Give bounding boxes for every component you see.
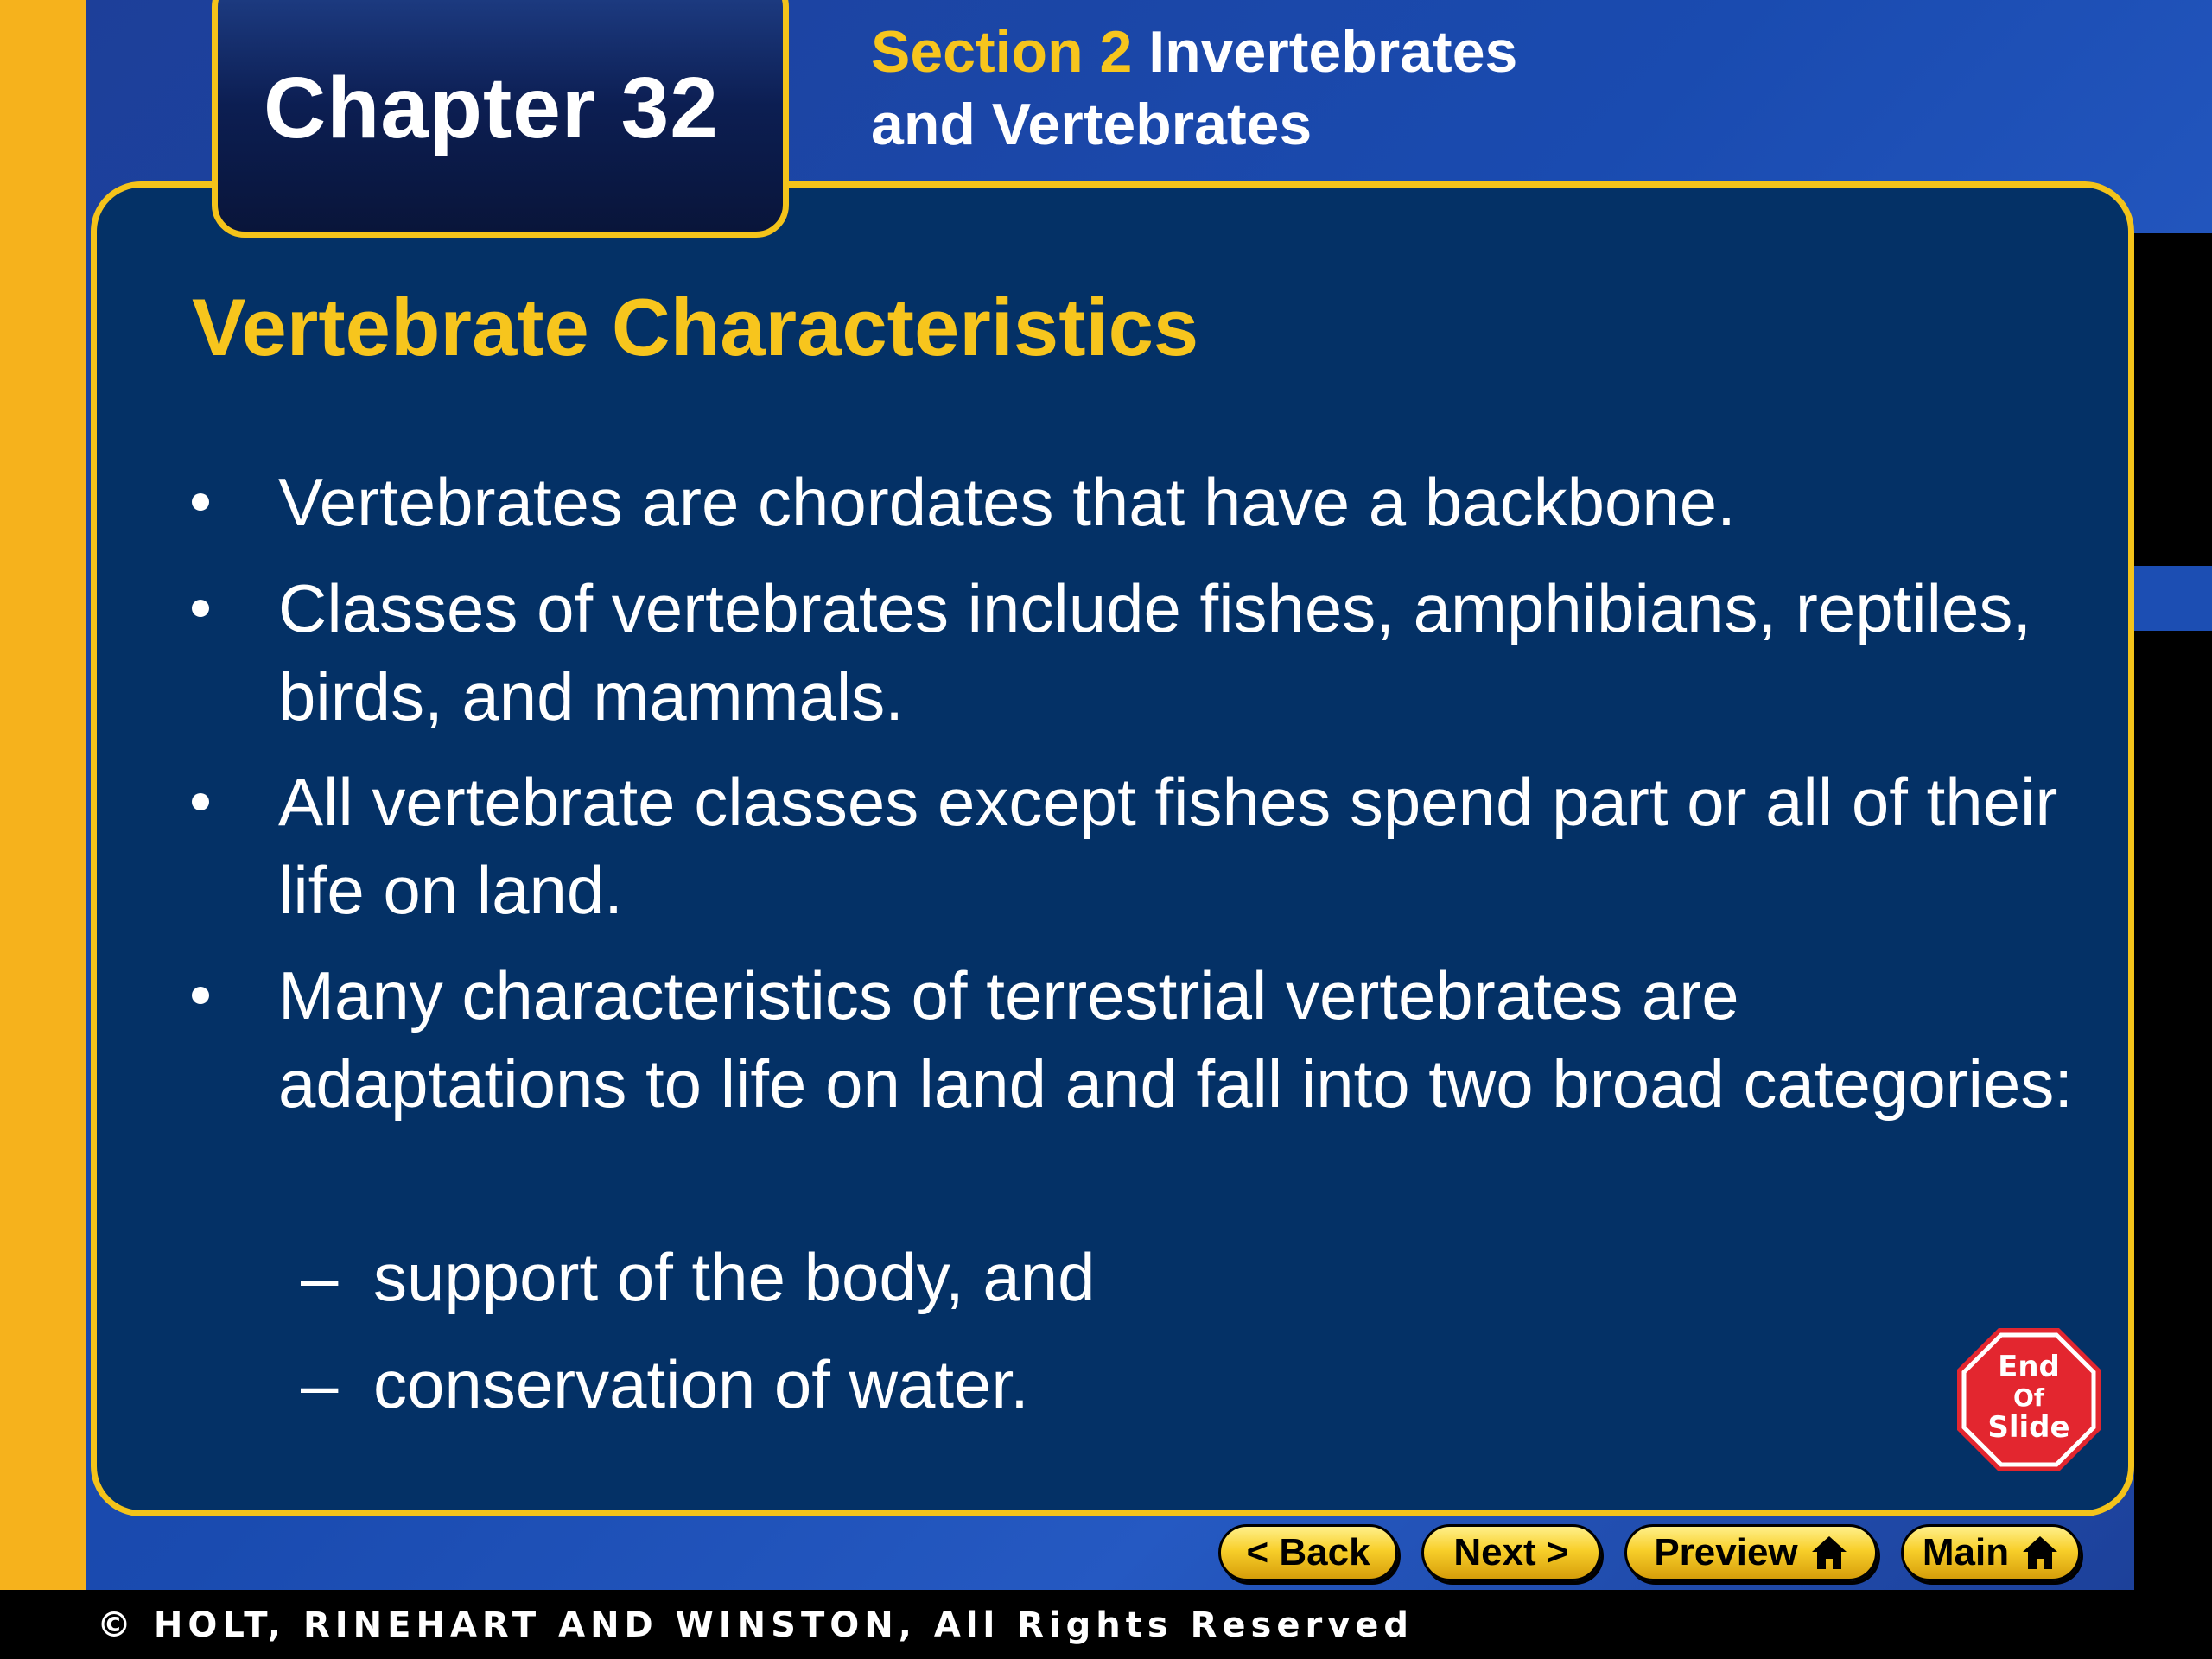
home-icon xyxy=(1810,1535,1848,1571)
bullet-icon xyxy=(192,493,209,511)
end-sign-line3: Slide xyxy=(1987,1410,2070,1445)
bullet-item: Vertebrates are chordates that have a backbone. xyxy=(278,464,1736,540)
section-label: Section 2 xyxy=(871,19,1133,85)
copyright-text: © HOLT, RINEHART AND WINSTON, All Rights Reserved xyxy=(97,1605,1414,1645)
back-button[interactable] xyxy=(1218,1524,1398,1581)
right-edge-block xyxy=(2134,233,2212,566)
slide-heading: Vertebrate Characteristics xyxy=(192,282,1199,372)
left-accent-stripe xyxy=(0,0,86,1590)
chapter-title: Chapter 32 xyxy=(264,60,719,156)
right-edge-accent xyxy=(2134,566,2212,631)
preview-button-label: Preview xyxy=(1654,1531,1798,1573)
end-of-slide-button[interactable] xyxy=(1955,1326,2102,1473)
bullet-icon xyxy=(192,987,209,1004)
main-button[interactable] xyxy=(1901,1524,2081,1581)
bullet-item: All vertebrate classes except fishes spend part or all of their life on land. xyxy=(278,764,2058,928)
bullet-icon xyxy=(192,793,209,810)
stop-sign-icon xyxy=(1955,1326,2102,1473)
back-button-label: < Back xyxy=(1246,1531,1370,1573)
next-button[interactable] xyxy=(1421,1524,1601,1581)
sub-bullet-item: conservation of water. xyxy=(373,1346,1029,1422)
sub-bullet-dash: – xyxy=(301,1239,339,1315)
end-sign-line1: End xyxy=(1998,1350,2060,1384)
next-button-label: Next > xyxy=(1453,1531,1569,1573)
bullet-icon xyxy=(192,600,209,617)
right-edge-block-lower xyxy=(2134,631,2212,1590)
main-button-label: Main xyxy=(1922,1531,2010,1573)
sub-bullet-item: support of the body, and xyxy=(373,1239,1096,1315)
preview-button[interactable] xyxy=(1624,1524,1878,1581)
home-icon xyxy=(2021,1535,2059,1571)
section-title xyxy=(871,16,1517,161)
end-sign-line2: Of xyxy=(2013,1383,2044,1412)
section-name-line1: Invertebrates xyxy=(1148,19,1518,85)
bullet-item: Classes of vertebrates include fishes, amphibians, reptiles, birds, and mammals. xyxy=(278,570,2031,734)
section-name-line2: and Vertebrates xyxy=(871,92,1313,157)
bullet-item: Many characteristics of terrestrial vertebrates are adaptations to life on land and fall into two broad categories: xyxy=(278,957,2074,1122)
sub-bullet-dash: – xyxy=(301,1346,339,1422)
